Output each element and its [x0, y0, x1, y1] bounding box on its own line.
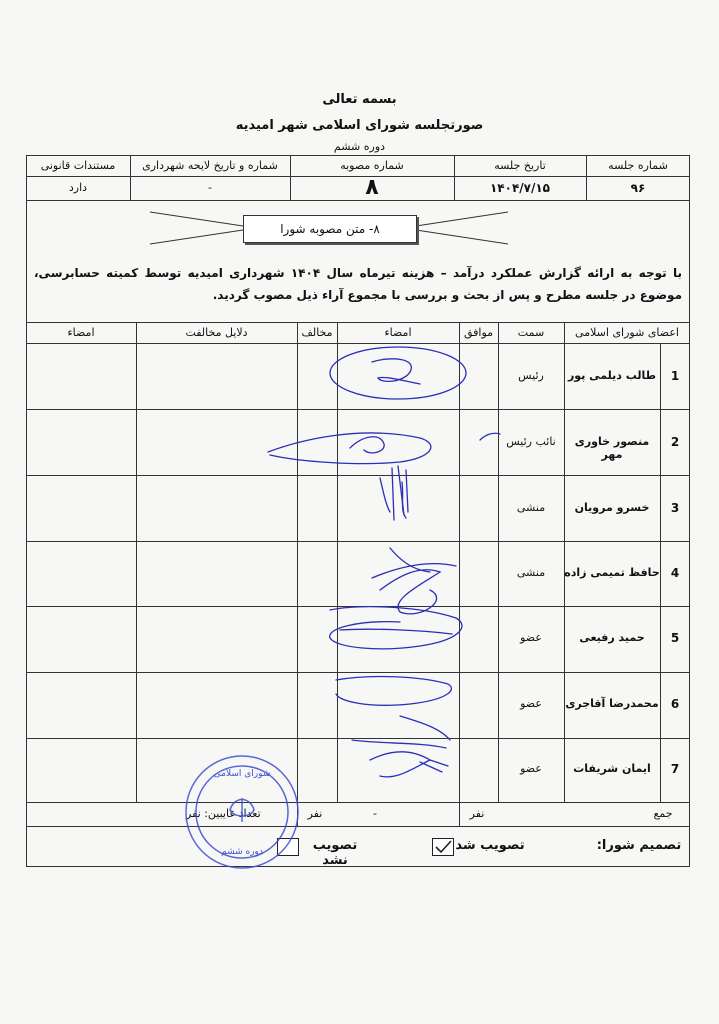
- session-no-value: ۹۶: [630, 181, 646, 195]
- total-dash: -: [373, 807, 377, 820]
- row-line: [26, 672, 690, 673]
- header-legal-docs: مستندات قانونی: [40, 159, 116, 172]
- member-position: رئیس: [518, 369, 544, 382]
- header-oppose: مخالف: [301, 326, 333, 339]
- header-reasons: دلایل مخالفت: [185, 326, 248, 339]
- term-label: دوره ششم: [333, 140, 386, 153]
- row-number: 3: [670, 501, 680, 515]
- official-stamp: [182, 752, 302, 872]
- row-line: [26, 475, 690, 476]
- row-number: 6: [670, 697, 680, 711]
- col-line: [459, 322, 460, 826]
- checkmark-icon: [433, 839, 453, 855]
- bismillah: بسمه تعالی: [322, 92, 397, 107]
- col-line: [297, 322, 298, 826]
- vote-header-line: [26, 343, 690, 344]
- header-session-date: تاریخ جلسه: [494, 159, 546, 172]
- member-position: عضو: [520, 631, 542, 644]
- member-position: منشی: [516, 501, 546, 514]
- member-position: عضو: [520, 762, 542, 775]
- oppose-unit: نفر: [307, 807, 323, 820]
- row-number: 5: [670, 631, 680, 645]
- agree-unit: نفر: [469, 807, 485, 820]
- header-bill: شماره و تاریخ لایحه شهرداری: [142, 159, 278, 172]
- total-line: [26, 826, 690, 827]
- col-line: [564, 322, 565, 802]
- member-name: ایمان شریفات: [573, 762, 651, 775]
- member-name: طالب دیلمی پور: [567, 369, 657, 382]
- member-name: خسرو مرویان: [574, 501, 650, 514]
- header-signature-2: امضاء: [67, 326, 95, 339]
- total-label: جمع: [653, 807, 673, 820]
- col-line: [498, 322, 499, 802]
- row-line: [26, 409, 690, 410]
- col-line: [136, 322, 137, 802]
- resolution-body-text: با توجه به ارائه گزارش عملکرد درآمد – هزینه تیرماه سال ۱۴۰۴ شهرداری امیدیه توسط کمیته حسابرسی، موضوع در جلسه مطرح و پس از بحث و بررسی با مجموع آراء ذیل مصوب گردید.: [34, 266, 682, 302]
- meta-bottom-line: [26, 200, 690, 201]
- section-title: ۸- متن مصوبه شورا: [243, 215, 417, 243]
- svg-text:شورای اسلامی: شورای اسلامی: [213, 769, 271, 779]
- svg-text:دوره ششم: دوره ششم: [221, 847, 263, 857]
- header-position: سمت: [517, 326, 545, 339]
- legal-docs-value: دارد: [68, 181, 88, 194]
- row-number: 4: [670, 566, 680, 580]
- bill-value: -: [208, 181, 212, 194]
- col-line: [337, 322, 338, 802]
- member-name: حمید رفیعی: [579, 631, 645, 644]
- header-signature: امضاء: [384, 326, 412, 339]
- row-number: 7: [670, 762, 680, 776]
- session-date-value: ۱۴۰۴/۷/۱۵: [489, 181, 551, 195]
- approved-label: تصویب شد: [455, 838, 525, 853]
- member-name: محمدرضا آقاجری: [565, 697, 659, 710]
- decision-label: تصمیم شورا:: [596, 838, 682, 853]
- header-agree: موافق: [463, 326, 494, 339]
- header-session-no: شماره جلسه: [608, 159, 668, 172]
- rejected-label: تصویب نشد: [312, 838, 358, 868]
- member-name: حافظ تمیمی زاده: [564, 566, 660, 579]
- row-line: [26, 541, 690, 542]
- absent-count-label: تعداد غایبین: نفر: [186, 807, 261, 820]
- row-number: 2: [670, 435, 680, 449]
- member-position: منشی: [516, 566, 546, 579]
- row-line: [26, 606, 690, 607]
- document-title: صورتجلسه شورای اسلامی شهر امیدیه: [235, 118, 484, 133]
- member-position: عضو: [520, 697, 542, 710]
- header-members: اعضای شورای اسلامی: [575, 326, 679, 339]
- header-resolution-no: شماره مصوبه: [340, 159, 404, 172]
- member-name: منصور خاوری مهر: [574, 435, 650, 461]
- row-number: 1: [670, 369, 680, 383]
- vote-table-top: [26, 322, 690, 323]
- resolution-no-value: ۸: [365, 175, 379, 200]
- row-line: [26, 802, 690, 803]
- row-line: [26, 738, 690, 739]
- approved-checkbox[interactable]: [432, 838, 454, 856]
- member-position: نائب رئیس: [506, 435, 556, 448]
